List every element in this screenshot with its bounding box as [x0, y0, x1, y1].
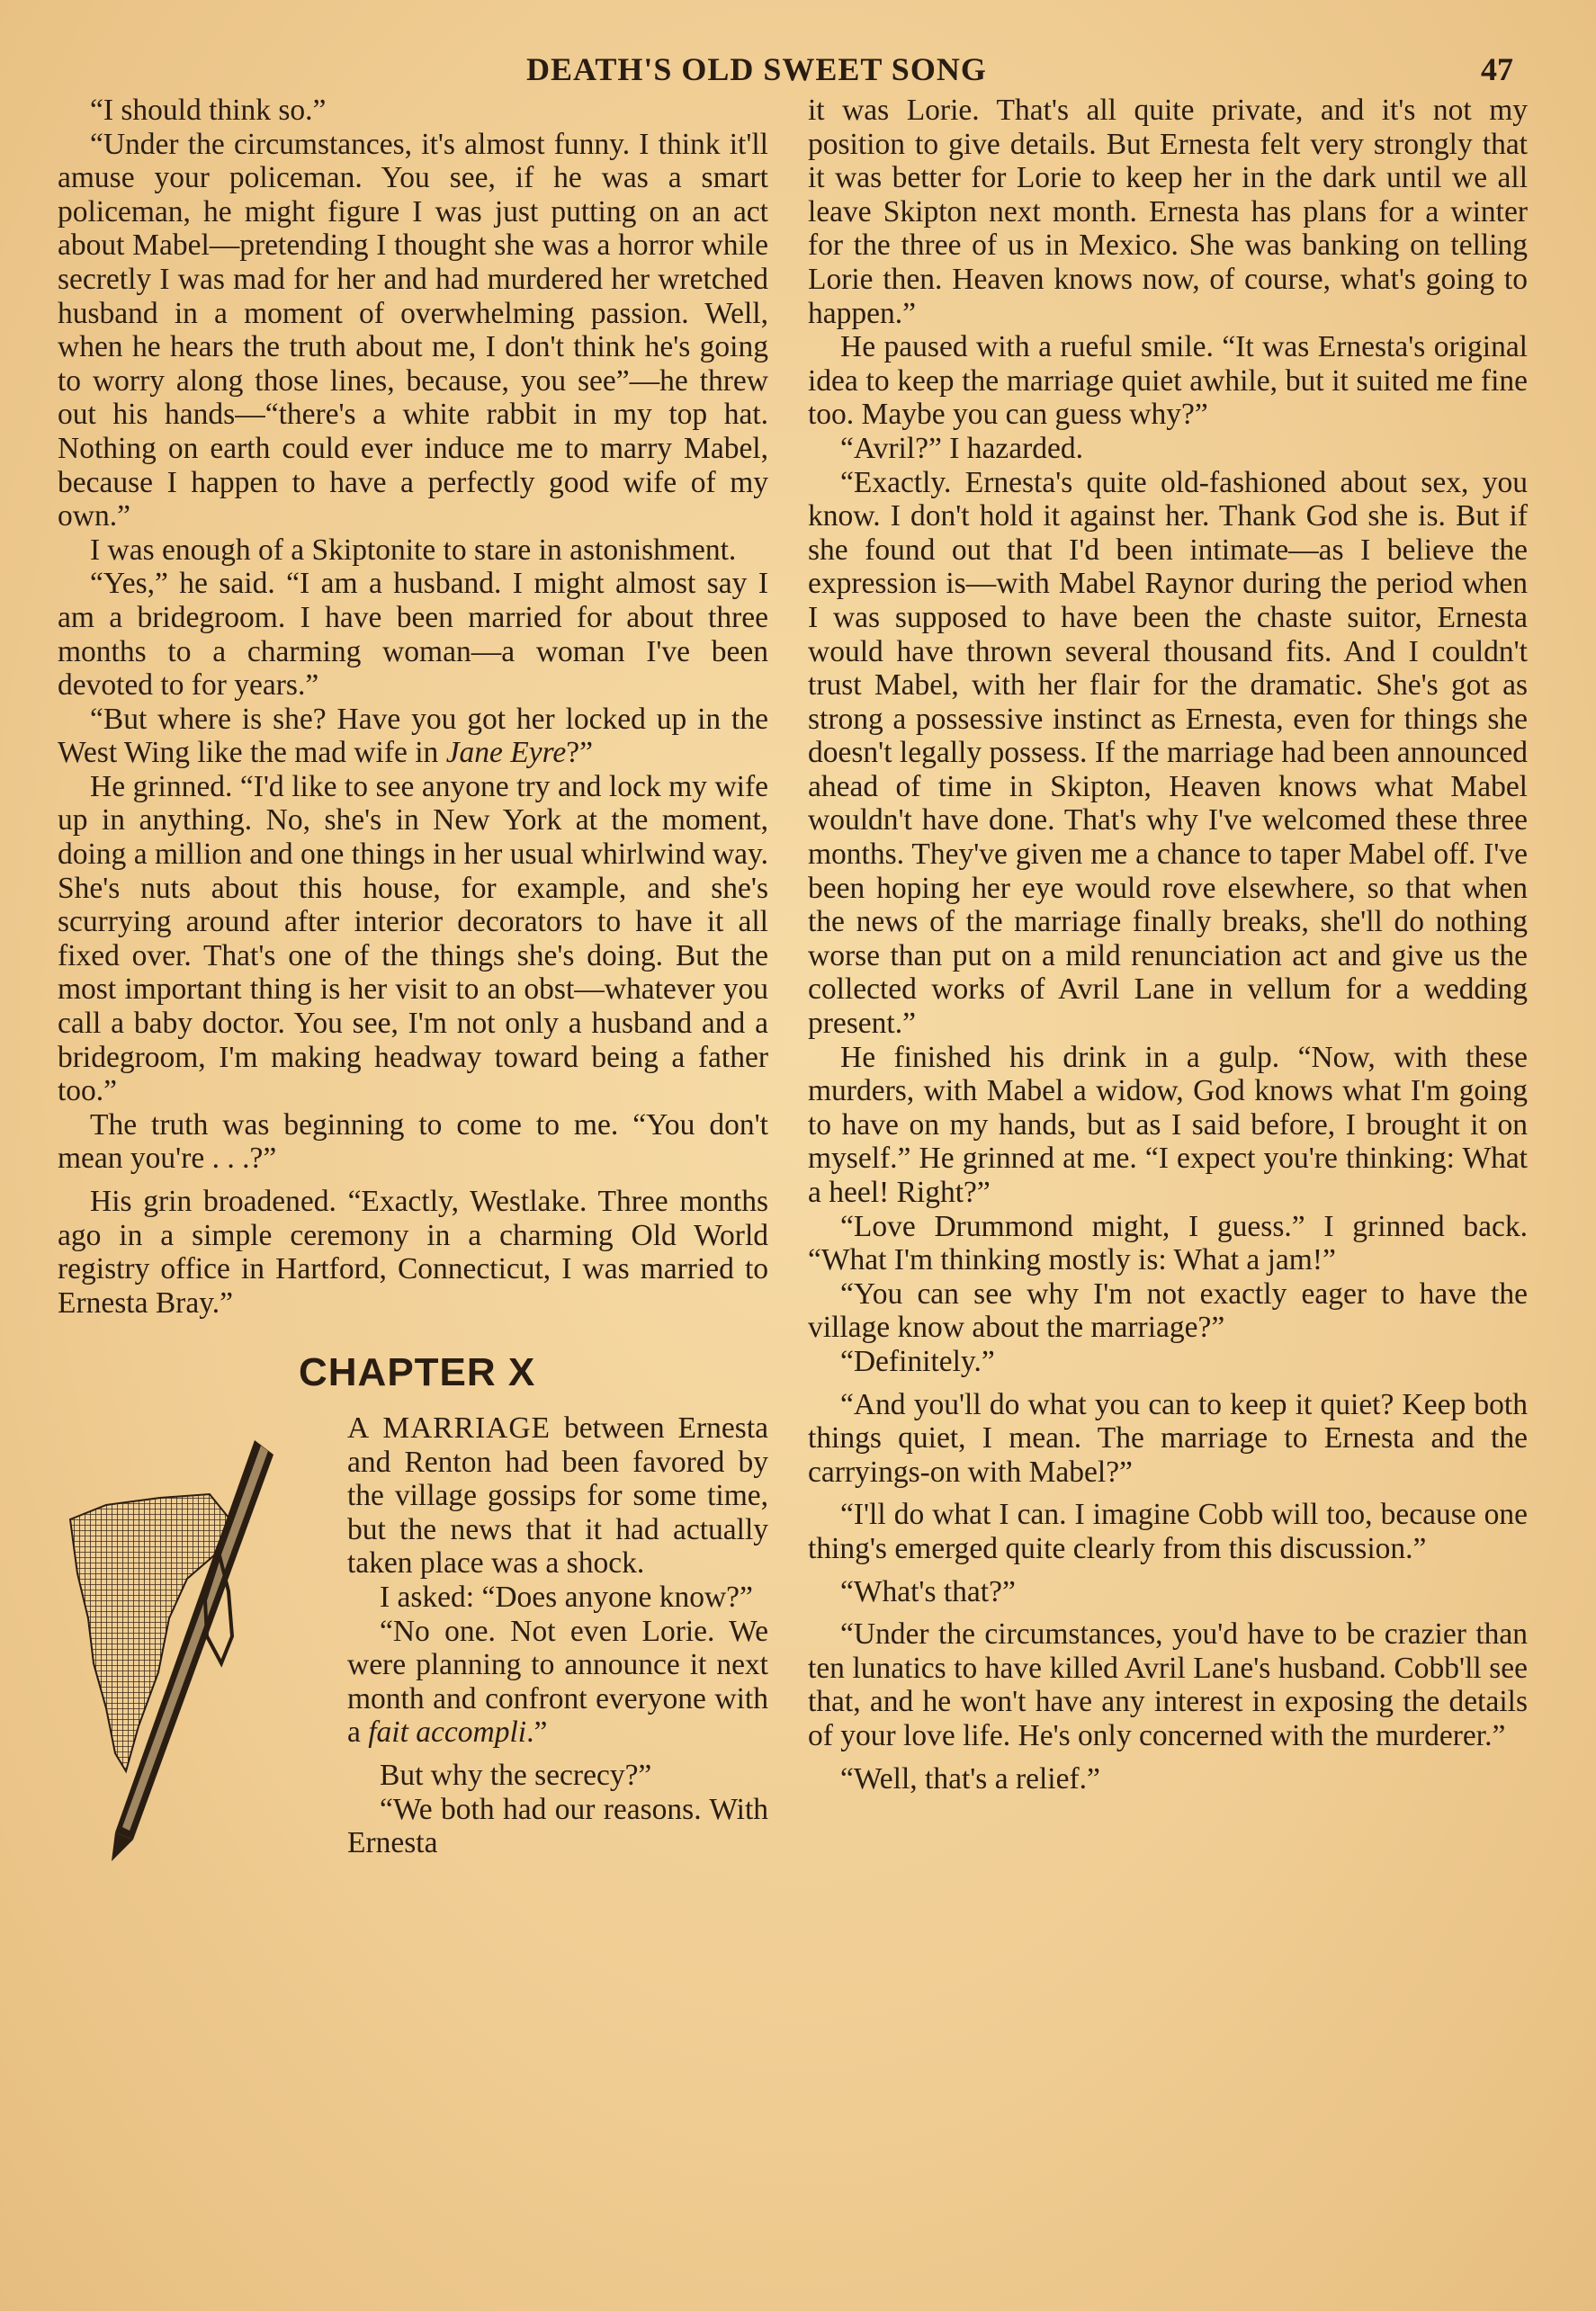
- paragraph: He finished his drink in a gulp. “Now, with these murders, with Mabel a widow, God knows what I'm going to have on my hands, but as I said before, I brought it on myself.” He grinned at me. “I expect you're thinking: What a heel! Right?”: [808, 1040, 1528, 1209]
- paragraph: His grin broadened. “Exactly, Westlake. Three months ago in a simple ceremony in a charming Old World registry office in Hartford, Connecticut, I was married to Ernesta Bray.”: [58, 1185, 768, 1320]
- running-title: DEATH'S OLD SWEET SONG: [526, 51, 987, 87]
- paragraph: “Under the circumstances, it's almost funny. I think it'll amuse your policeman. You see, if he was a smart policeman, he might figure I was just putting on an act about Mabel—pretending I thought she was a horror while secretly I was mad for her and had murdered her wretched husband in a moment of overwhelming passion. Well, when he hears the truth about me, I don't think he's going to worry along those lines, because, you see”—he threw out his hands—“there's a white rabbit in my top hat. Nothing on earth could ever induce me to marry Mabel, because I happen to have a perfectly good wife of my own.”: [58, 127, 768, 533]
- text-run: “But where is she? Have you got her locked up in the West Wing like the mad wife in: [58, 702, 768, 770]
- paragraph: The truth was beginning to come to me. “You don't mean you're . . .?”: [58, 1107, 768, 1176]
- small-caps-lead: A MARRIAGE: [347, 1411, 551, 1445]
- paragraph: “Love Drummond might, I guess.” I grinned back. “What I'm thinking mostly is: What a jam!”: [808, 1209, 1528, 1277]
- text-run: between Ernesta and Renton had been favored by the village gossips for some time, but the news that it had actually taken place was a shock.: [347, 1411, 768, 1581]
- text-run: ?”: [566, 736, 594, 770]
- paragraph: “Yes,” he said. “I am a husband. I might almost say I am a bridegroom. I have been married for about three months to a charming woman—a woman I've been devoted to for years.”: [58, 567, 768, 703]
- paragraph: “I should think so.”: [90, 94, 327, 127]
- paragraph: “What's that?”: [840, 1574, 1016, 1608]
- italic-phrase: fait accompli: [368, 1715, 527, 1750]
- paragraph: He grinned. “I'd like to see anyone try and lock my wife up in anything. No, she's in New York at the moment, doing a million and one things in her usual whirlwind way. She's nuts about this house, for example, and she's scurrying around after interior decorators to have it all fixed over. That's one of the things she's doing. But the most important thing is her visit to an obst—whatever you call a baby doctor. You see, I'm not only a husband and a bridegroom, I'm making headway toward being a father too.”: [58, 769, 768, 1108]
- paragraph: But why the secrecy?”: [380, 1758, 652, 1792]
- paragraph: [58, 703, 768, 770]
- paragraph: “Under the circumstances, you'd have to be crazier than ten lunatics to have killed Avril Lane's husband. Cobb'll see that, and he won't have any interest in exposing the details of your love life. He's only concerned with the murderer.”: [808, 1617, 1528, 1752]
- chapter-opening: [58, 1411, 768, 1860]
- book-title-italic: Jane Eyre: [445, 736, 567, 770]
- paragraph: “Exactly. Ernesta's quite old-fashioned about sex, you know. I don't hold it against her. Thank God she is. But if she found out that I'd been intimate—as I believe the expression is—with Mabel Raynor during the period when I was supposed to have been the chaste suitor, Ernesta would have thrown several thousand fits. And I couldn't trust Mabel, with her flair for the dramatic. She's got as strong a possessive instinct as Ernesta, even for things she doesn't legally possess. If the marriage had been announced ahead of time in Skipton, Heaven knows what Mabel wouldn't have done. That's why I've welcomed these three months. They've given me a chance to taper Mabel off. I've been hoping her eye would rove elsewhere, so that when the news of the marriage finally breaks, she'll do nothing worse than put on a mild renunciation act and give us the collected works of Avril Lane in vellum for a wedding present.”: [808, 465, 1528, 1041]
- paragraph: He paused with a rueful smile. “It was Ernesta's original idea to keep the marriage quiet awhile, but it suited me fine too. Maybe you can guess why?”: [808, 330, 1528, 432]
- paragraph: “You can see why I'm not exactly eager to have the village know about the marriage?”: [808, 1276, 1528, 1345]
- chapter-heading: CHAPTER X: [299, 1350, 536, 1395]
- pen-map-icon: [52, 1411, 322, 1897]
- paragraph: “Well, that's a relief.”: [840, 1761, 1100, 1796]
- paragraph: “Avril?” I hazarded.: [840, 431, 1083, 465]
- text-run: .”: [526, 1715, 548, 1750]
- paragraph: “Definitely.”: [840, 1344, 995, 1378]
- right-column: [808, 94, 1528, 1796]
- paragraph: I was enough of a Skiptonite to stare in astonishment.: [90, 533, 737, 567]
- paragraph: I asked: “Does anyone know?”: [380, 1580, 753, 1614]
- left-column: [58, 94, 768, 1903]
- paragraph: “We both had our reasons. With Ernesta: [347, 1792, 768, 1860]
- page-number: 47: [1481, 51, 1513, 87]
- paragraph: “I'll do what I can. I imagine Cobb will too, because one thing's emerged quite clearly from this discussion.”: [808, 1498, 1528, 1565]
- paragraph: “And you'll do what you can to keep it quiet? Keep both things quiet, I mean. The marriage to Ernesta and the carryings-on with Mabel?”: [808, 1387, 1528, 1489]
- text-run: “No one. Not even Lorie. We were planning to announce it next month and confront everyone with a: [347, 1614, 768, 1750]
- pen-map-illustration: [52, 1411, 322, 1897]
- paragraph: it was Lorie. That's all quite private, and it's not my position to give details. But Ernesta felt very strongly that it was better for Lorie to keep her in the dark until we all leave Skipton next month. Ernesta has plans for a winter for the three of us in Mexico. She was banking on telling Lorie then. Heaven knows now, of course, what's going to happen.”: [808, 94, 1528, 330]
